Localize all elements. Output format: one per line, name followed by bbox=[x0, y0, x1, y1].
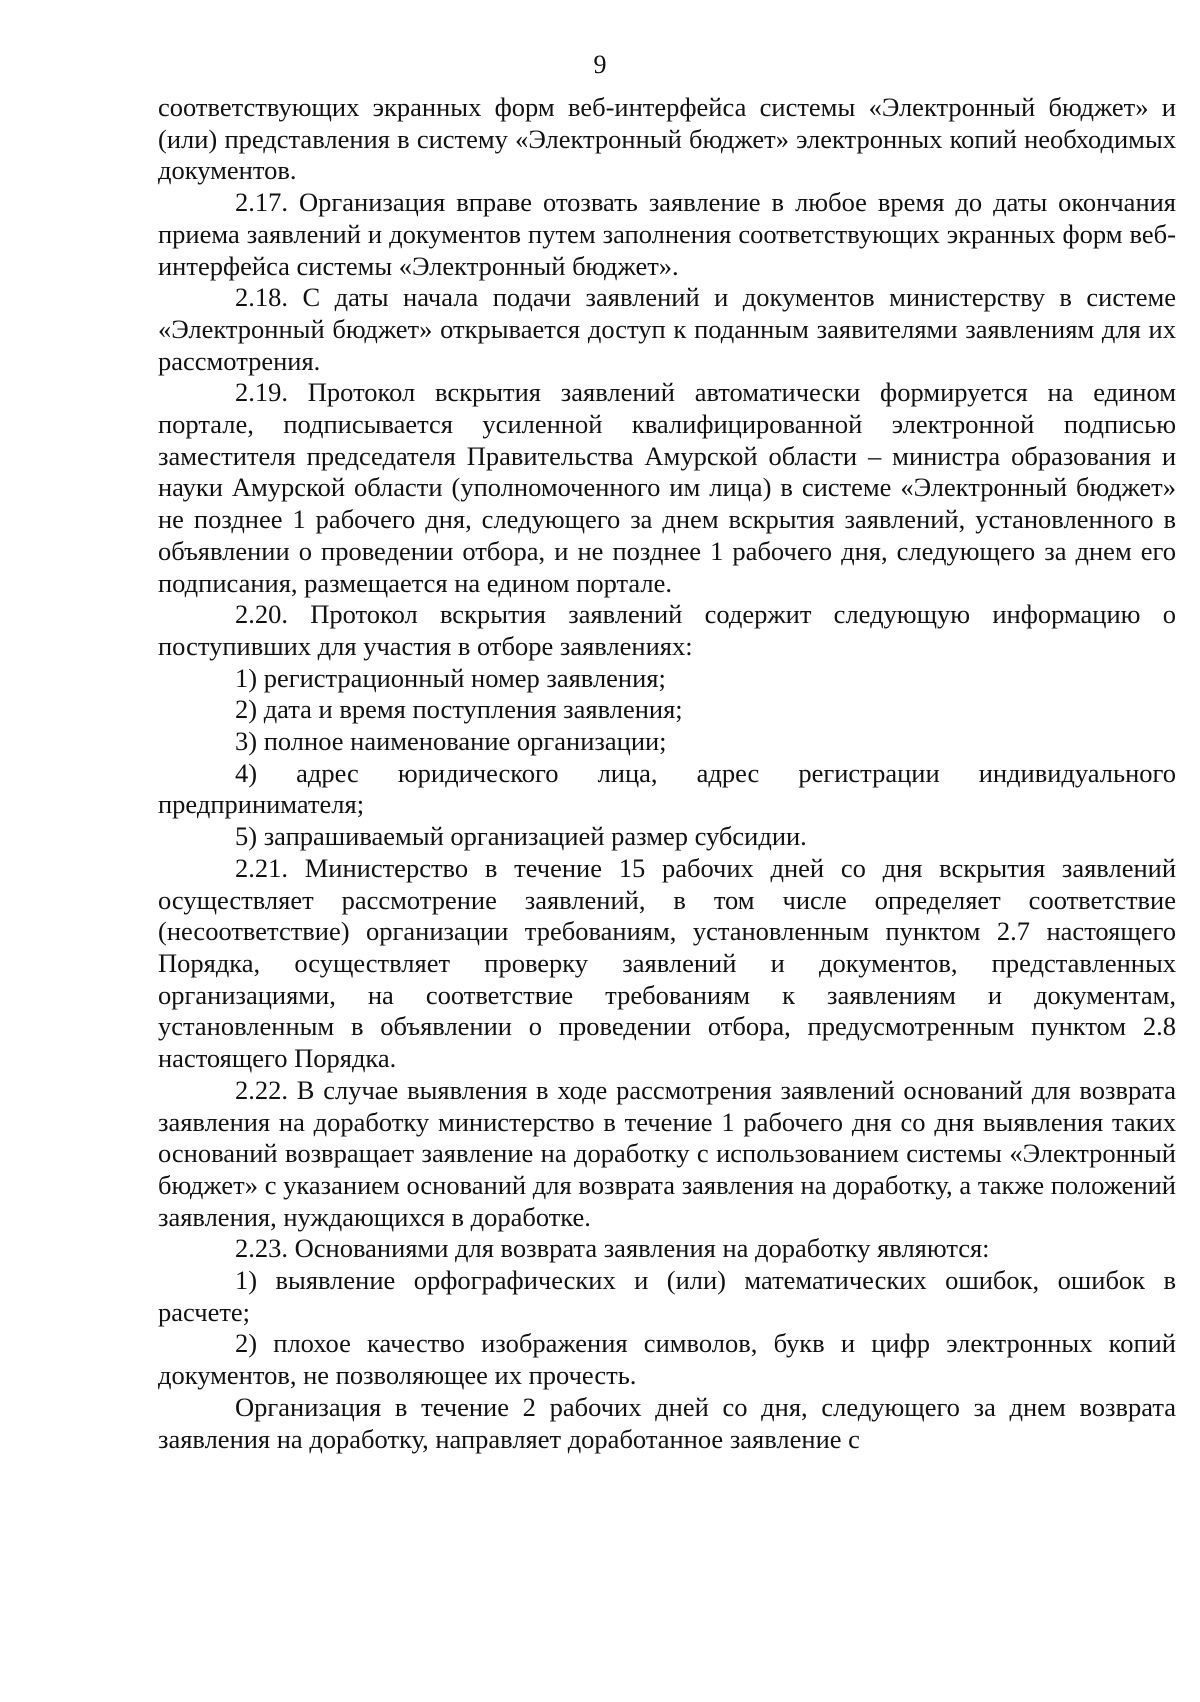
paragraph-2-21: 2.21. Министерство в течение 15 рабочих дней со дня вскрытия заявлений осуществляет рассмотрение заявлений, в том числе определяет соответствие (несоответствие) организации требованиям, установленным пунктом 2.7 настоящего Порядка, осуществляет проверку заявлений и документов, представленных организациями, на соответствие требованиям к заявлениям и документам, установленным в объявлении о проведении отбора, предусмотренным пунктом 2.8 настоящего Порядка. bbox=[158, 852, 1176, 1074]
paragraph-2-23: 2.23. Основаниями для возврата заявления на доработку являются: bbox=[235, 1233, 990, 1264]
paragraph-2-17: 2.17. Организация вправе отозвать заявление в любое время до даты окончания приема заявлений и документов путем заполнения соответствующих экранных форм веб-интерфейса системы «Электронный бюджет». bbox=[158, 187, 1176, 281]
list-item-2-23-2: 2) плохое качество изображения символов, букв и цифр электронных копий документов, не позволяющее их прочесть. bbox=[158, 1328, 1176, 1391]
document-body bbox=[158, 92, 1176, 1455]
list-item-2-20-3: 3) полное наименование организации; bbox=[235, 726, 667, 757]
paragraph-continuation: соответствующих экранных форм веб-интерфейса системы «Электронный бюджет» и (или) представления в систему «Электронный бюджет» электронных копий необходимых документов. bbox=[158, 92, 1176, 186]
paragraph-2-22: 2.22. В случае выявления в ходе рассмотрения заявлений оснований для возврата заявления на доработку министерство в течение 1 рабочего дня со дня выявления таких оснований возвращает заявление на доработку с использованием системы «Электронный бюджет» с указанием оснований для возврата заявления на доработку, а также положений заявления, нуждающихся в доработке. bbox=[158, 1074, 1176, 1232]
paragraph-2-18: 2.18. С даты начала подачи заявлений и документов министерству в системе «Электронный бюджет» открывается доступ к поданным заявителями заявлениям для их рассмотрения. bbox=[158, 282, 1176, 376]
paragraph-2-20: 2.20. Протокол вскрытия заявлений содержит следующую информацию о поступивших для участия в отборе заявлениях: bbox=[158, 599, 1176, 661]
list-item-2-20-1: 1) регистрационный номер заявления; bbox=[235, 662, 666, 693]
page-number: 9 bbox=[593, 50, 607, 79]
list-item-2-20-2: 2) дата и время поступления заявления; bbox=[235, 694, 683, 725]
paragraph-organization-resubmit: Организация в течение 2 рабочих дней со дня, следующего за днем возврата заявления на доработку, направляет доработанное заявление с bbox=[158, 1391, 1176, 1454]
list-item-2-20-5: 5) запрашиваемый организацией размер субсидии. bbox=[235, 821, 807, 852]
list-item-2-23-1: 1) выявление орфографических и (или) математических ошибок, ошибок в расчете; bbox=[158, 1265, 1176, 1327]
paragraph-2-19: 2.19. Протокол вскрытия заявлений автоматически формируется на едином портале, подписывается усиленной квалифицированной электронной подписью заместителя председателя Правительства Амурской области – министра образования и науки Амурской области (уполномоченного им лица) в системе «Электронный бюджет» не позднее 1 рабочего дня, следующего за днем вскрытия заявлений, установленного в объявлении о проведении отбора, и не позднее 1 рабочего дня, следующего за днем его подписания, размещается на едином портале. bbox=[158, 377, 1176, 598]
list-item-2-20-4: 4) адрес юридического лица, адрес регистрации индивидуального предпринимателя; bbox=[158, 757, 1176, 820]
